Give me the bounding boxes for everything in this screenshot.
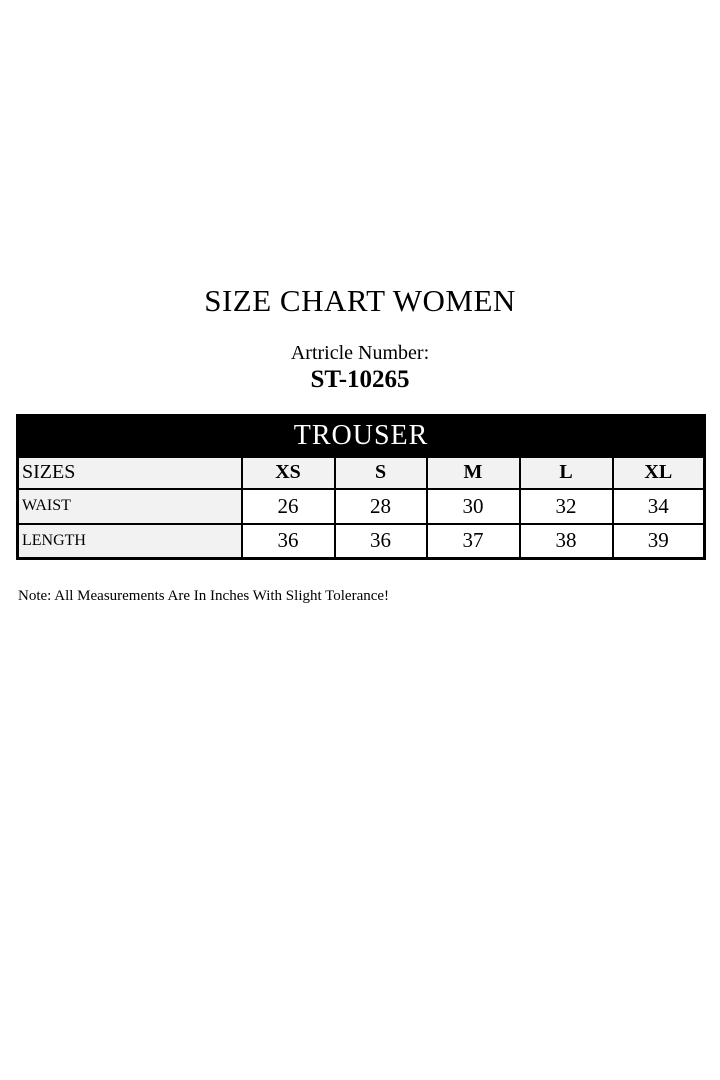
cell-length-xs: 36 xyxy=(242,524,335,559)
column-header-l: L xyxy=(520,457,613,489)
page-title: SIZE CHART WOMEN xyxy=(204,283,516,318)
column-header-xl: XL xyxy=(613,457,705,489)
table-header-row xyxy=(18,457,705,489)
measurement-note: Note: All Measurements Are In Inches With Slight Tolerance! xyxy=(18,588,390,604)
cell-waist-xl: 34 xyxy=(613,489,705,524)
cell-waist-m: 30 xyxy=(427,489,520,524)
row-label-length: LENGTH xyxy=(18,524,242,559)
column-header-s: S xyxy=(335,457,427,489)
column-header-m: M xyxy=(427,457,520,489)
row-label-waist: WAIST xyxy=(18,489,242,524)
cell-waist-l: 32 xyxy=(520,489,613,524)
table-row-length xyxy=(18,524,705,559)
cell-waist-xs: 26 xyxy=(242,489,335,524)
table-banner-row xyxy=(18,416,705,457)
cell-length-l: 38 xyxy=(520,524,613,559)
article-number-label: Artricle Number: xyxy=(290,342,430,364)
cell-length-s: 36 xyxy=(335,524,427,559)
size-table xyxy=(16,414,706,560)
column-header-sizes: SIZES xyxy=(18,457,242,489)
table-category-banner: TROUSER xyxy=(18,416,705,457)
column-header-xs: XS xyxy=(242,457,335,489)
article-number-value: ST-10265 xyxy=(310,366,410,393)
cell-waist-s: 28 xyxy=(335,489,427,524)
table-row-waist xyxy=(18,489,705,524)
cell-length-m: 37 xyxy=(427,524,520,559)
cell-length-xl: 39 xyxy=(613,524,705,559)
